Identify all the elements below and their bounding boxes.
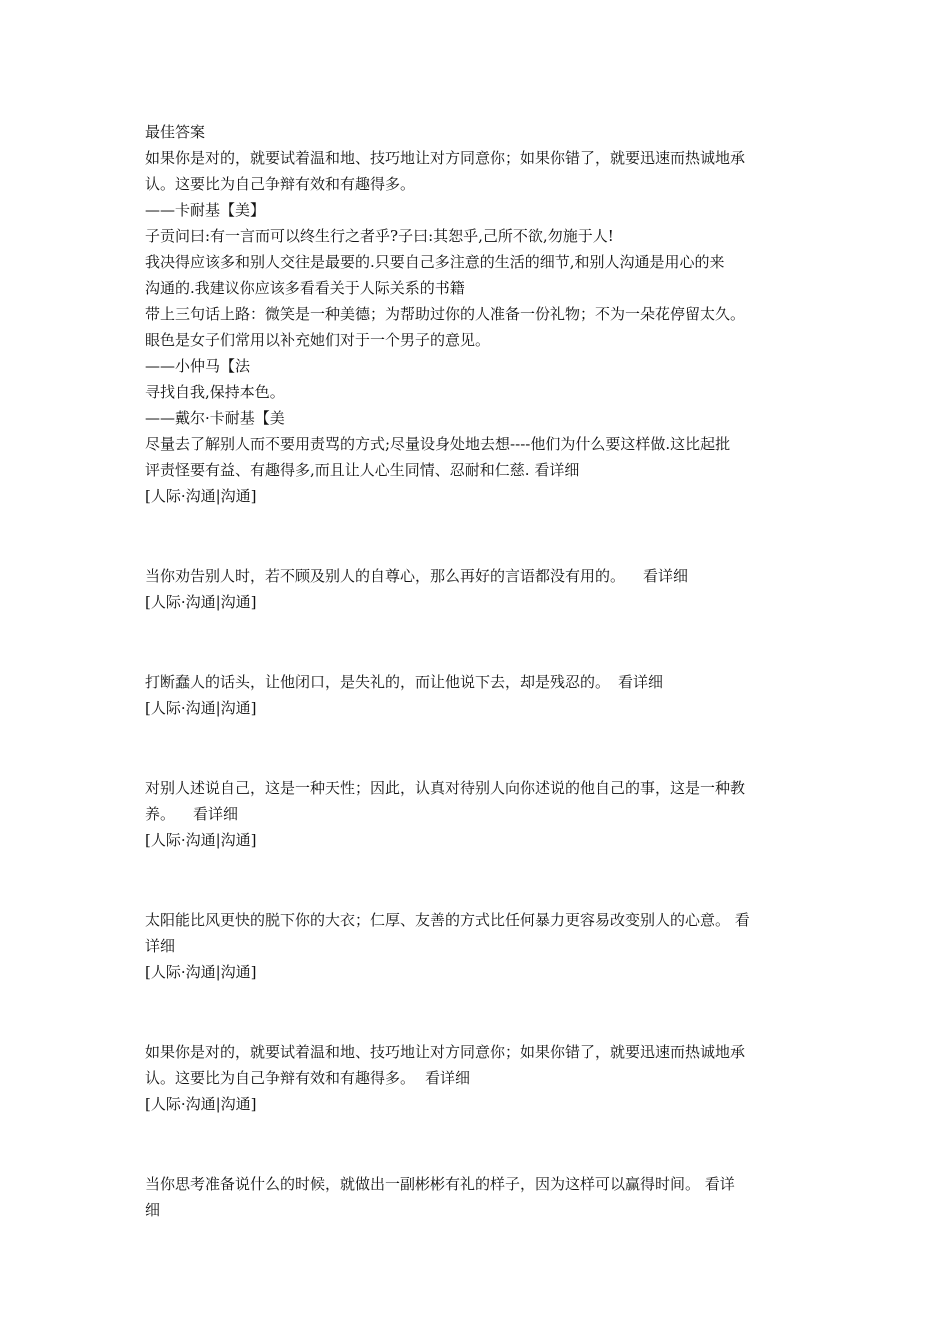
category-tag[interactable]: [人际·沟通|沟通] bbox=[145, 593, 257, 611]
paragraph-line: 子贡问曰:有一言而可以终生行之者乎?子曰:其恕乎,己所不欲,勿施于人! bbox=[145, 227, 614, 245]
view-details-link[interactable]: 看详细 bbox=[425, 1069, 471, 1087]
view-details-link[interactable]: 详细 bbox=[145, 937, 176, 955]
list-item: 对别人述说自己，这是一种天性；因此，认真对待别人向你述说的他自己的事，这是一种教 bbox=[145, 779, 746, 797]
category-tag[interactable]: [人际·沟通|沟通] bbox=[145, 487, 257, 505]
quote-attribution: ——小仲马【法 bbox=[145, 357, 251, 375]
category-tag[interactable]: [人际·沟通|沟通] bbox=[145, 963, 257, 981]
paragraph-text: 当你劝告别人时，若不顾及别人的自尊心，那么再好的言语都没有用的。 bbox=[145, 567, 626, 585]
list-item: 太阳能比风更快的脱下你的大衣；仁厚、友善的方式比任何暴力更容易改变别人的心意。 看 bbox=[145, 911, 750, 929]
paragraph-text: 打断蠢人的话头，让他闭口，是失礼的，而让他说下去，却是残忍的。 bbox=[145, 673, 611, 691]
paragraph-text: 养。 bbox=[145, 805, 176, 823]
category-tag[interactable]: [人际·沟通|沟通] bbox=[145, 699, 257, 717]
list-item bbox=[145, 672, 815, 692]
paragraph-line: 寻找自我,保持本色。 bbox=[145, 383, 285, 401]
list-item: 当你思考准备说什么的时候，就做出一副彬彬有礼的样子，因为这样可以赢得时间。 看详 bbox=[145, 1175, 735, 1193]
category-tag[interactable]: [人际·沟通|沟通] bbox=[145, 831, 257, 849]
paragraph-line bbox=[145, 460, 815, 480]
category-tag[interactable]: [人际·沟通|沟通] bbox=[145, 1095, 257, 1113]
view-details-link[interactable]: 看详细 bbox=[193, 805, 239, 823]
paragraph-line: 带上三句话上路：微笑是一种美德；为帮助过你的人准备一份礼物；不为一朵花停留太久。 bbox=[145, 305, 746, 323]
paragraph-line: 我决得应该多和别人交往是最要的.只要自己多注意的生活的细节,和别人沟通是用心的来 bbox=[145, 253, 725, 271]
view-details-link[interactable]: 看详细 bbox=[534, 461, 580, 479]
view-details-link[interactable]: 细 bbox=[145, 1201, 161, 1219]
list-item bbox=[145, 566, 815, 586]
paragraph-line: 认。这要比为自己争辩有效和有趣得多。 bbox=[145, 175, 416, 193]
view-details-link[interactable]: 看详细 bbox=[618, 673, 664, 691]
paragraph-line: 眼色是女子们常用以补充她们对于一个男子的意见。 bbox=[145, 331, 491, 349]
quote-attribution: ——卡耐基【美】 bbox=[145, 201, 266, 219]
paragraph-text: 评责怪要有益、有趣得多,而且让人心生同情、忍耐和仁慈. bbox=[145, 461, 530, 479]
paragraph-line bbox=[145, 804, 815, 824]
paragraph-text: 认。这要比为自己争辩有效和有趣得多。 bbox=[145, 1069, 416, 1087]
paragraph-line: 尽量去了解别人而不要用责骂的方式;尽量设身处地去想----他们为什么要这样做.这比起批 bbox=[145, 435, 731, 453]
paragraph-line: 如果你是对的，就要试着温和地、技巧地让对方同意你；如果你错了，就要迅速而热诚地承 bbox=[145, 149, 746, 167]
paragraph-line bbox=[145, 1068, 815, 1088]
paragraph-line: 沟通的.我建议你应该多看看关于人际关系的书籍 bbox=[145, 279, 465, 297]
list-item: 如果你是对的，就要试着温和地、技巧地让对方同意你；如果你错了，就要迅速而热诚地承 bbox=[145, 1043, 746, 1061]
quote-attribution: ——戴尔·卡耐基【美 bbox=[145, 409, 285, 427]
view-details-link[interactable]: 看详细 bbox=[643, 567, 689, 585]
answer-heading: 最佳答案 bbox=[145, 123, 206, 141]
